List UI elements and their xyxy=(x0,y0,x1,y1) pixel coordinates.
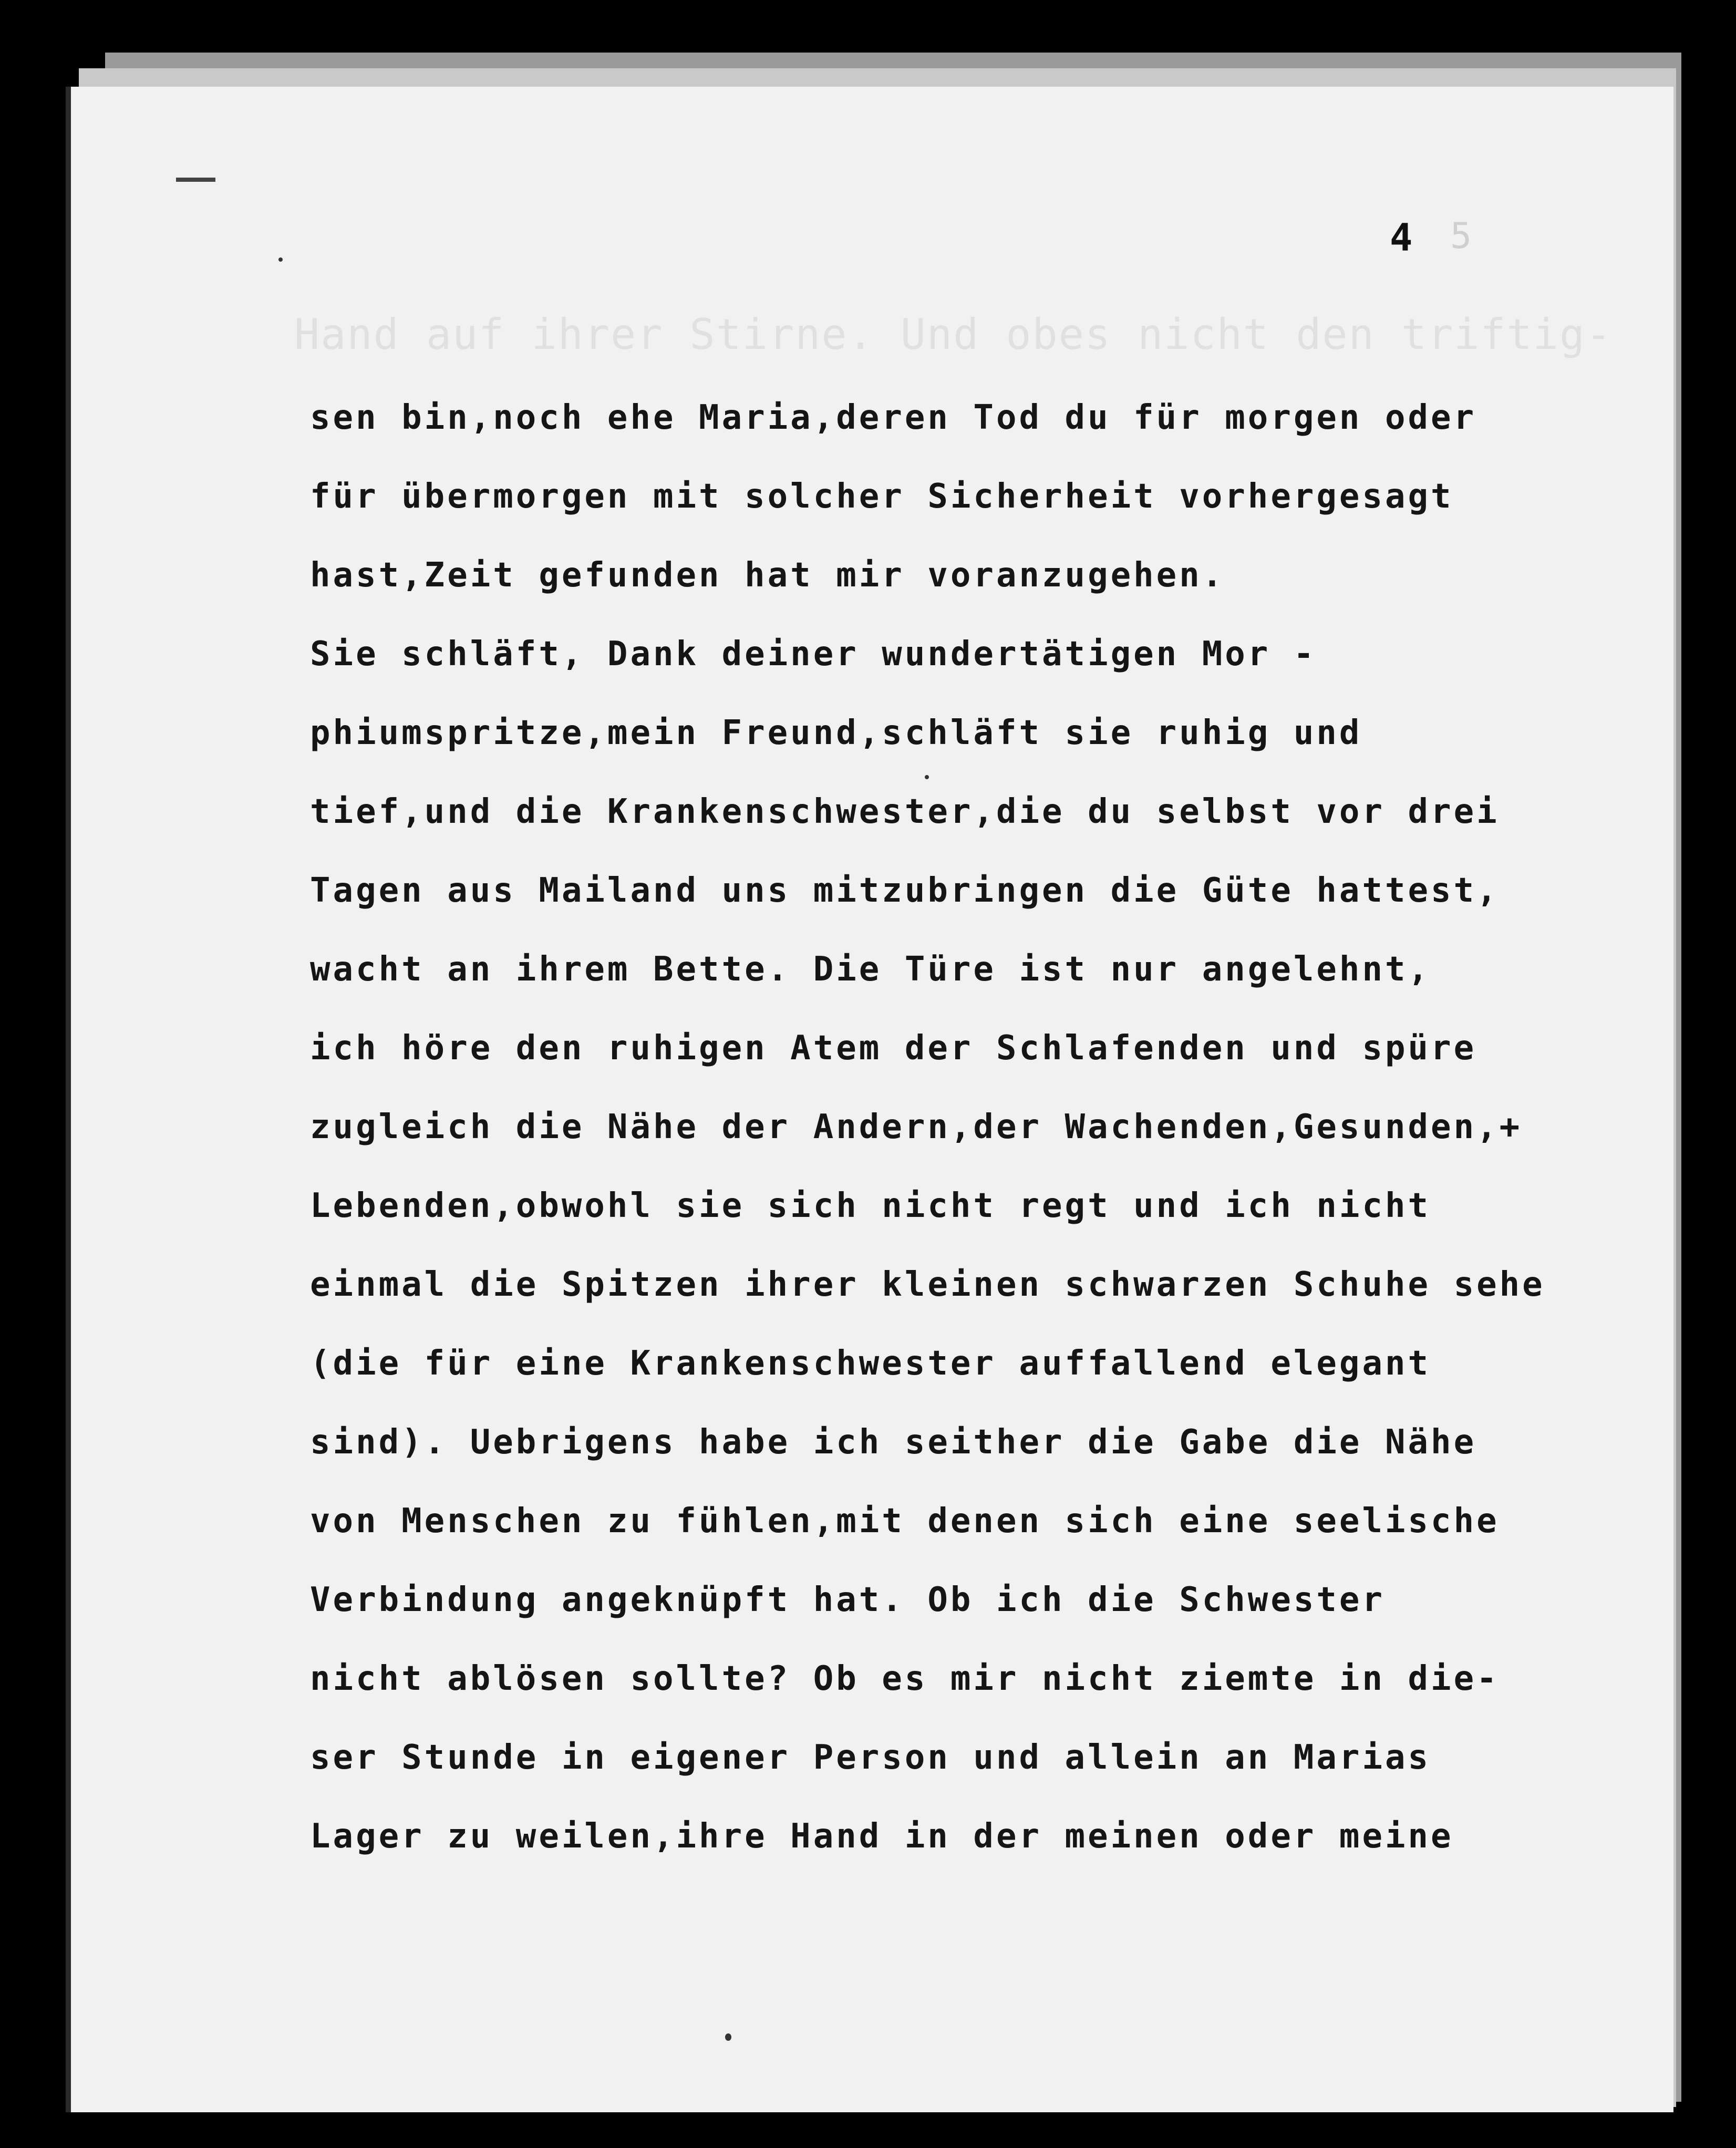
text-line: phiumspritze,mein Freund,schläft sie ruhig und xyxy=(310,714,1362,752)
text-line: Verbindung angeknüpft hat. Ob ich die Schwester xyxy=(310,1581,1385,1619)
text-line: Sie schläft, Dank deiner wundertätigen Mor - xyxy=(310,635,1317,674)
text-line: ser Stunde in eigener Person und allein an Marias xyxy=(310,1738,1431,1777)
typewritten-body xyxy=(310,378,1655,1876)
text-line: zugleich die Nähe der Andern,der Wachenden,Gesunden,+ xyxy=(310,1108,1523,1147)
text-line: Lager zu weilen,ihre Hand in der meinen oder meine xyxy=(310,1817,1454,1856)
text-line: ich höre den ruhigen Atem der Schlafenden und spüre xyxy=(310,1029,1477,1068)
text-line: (die für eine Krankenschwester auffallend elegant xyxy=(310,1344,1431,1383)
text-line: tief,und die Krankenschwester,die du selbst vor drei xyxy=(310,792,1500,831)
stray-mark xyxy=(176,178,215,182)
text-line: sen bin,noch ehe Maria,deren Tod du für morgen oder xyxy=(310,398,1477,437)
page-number: 4 xyxy=(1390,215,1413,260)
text-line: wacht an ihrem Bette. Die Türe ist nur angelehnt, xyxy=(310,950,1431,989)
page-number-bleed: 5 xyxy=(1450,215,1472,257)
text-line: Tagen aus Mailand uns mitzubringen die Güte hattest, xyxy=(310,871,1500,910)
ink-speck xyxy=(278,257,283,262)
text-line: für übermorgen mit solcher Sicherheit vorhergesagt xyxy=(310,477,1454,516)
bleed-through-text: Hand auf ihrer Stirne. Und obes nicht den triftig- xyxy=(294,310,1613,359)
text-line: nicht ablösen sollte? Ob es mir nicht ziemte in die- xyxy=(310,1659,1500,1698)
text-line: einmal die Spitzen ihrer kleinen schwarzen Schuhe sehe xyxy=(310,1265,1545,1304)
ink-speck xyxy=(925,775,929,779)
text-line: hast,Zeit gefunden hat mir voranzugehen. xyxy=(310,556,1225,595)
ink-speck xyxy=(725,2033,731,2041)
text-line: von Menschen zu fühlen,mit denen sich eine seelische xyxy=(310,1502,1500,1541)
text-line: Lebenden,obwohl sie sich nicht regt und ich nicht xyxy=(310,1186,1431,1225)
text-line: sind). Uebrigens habe ich seither die Gabe die Nähe xyxy=(310,1423,1477,1462)
